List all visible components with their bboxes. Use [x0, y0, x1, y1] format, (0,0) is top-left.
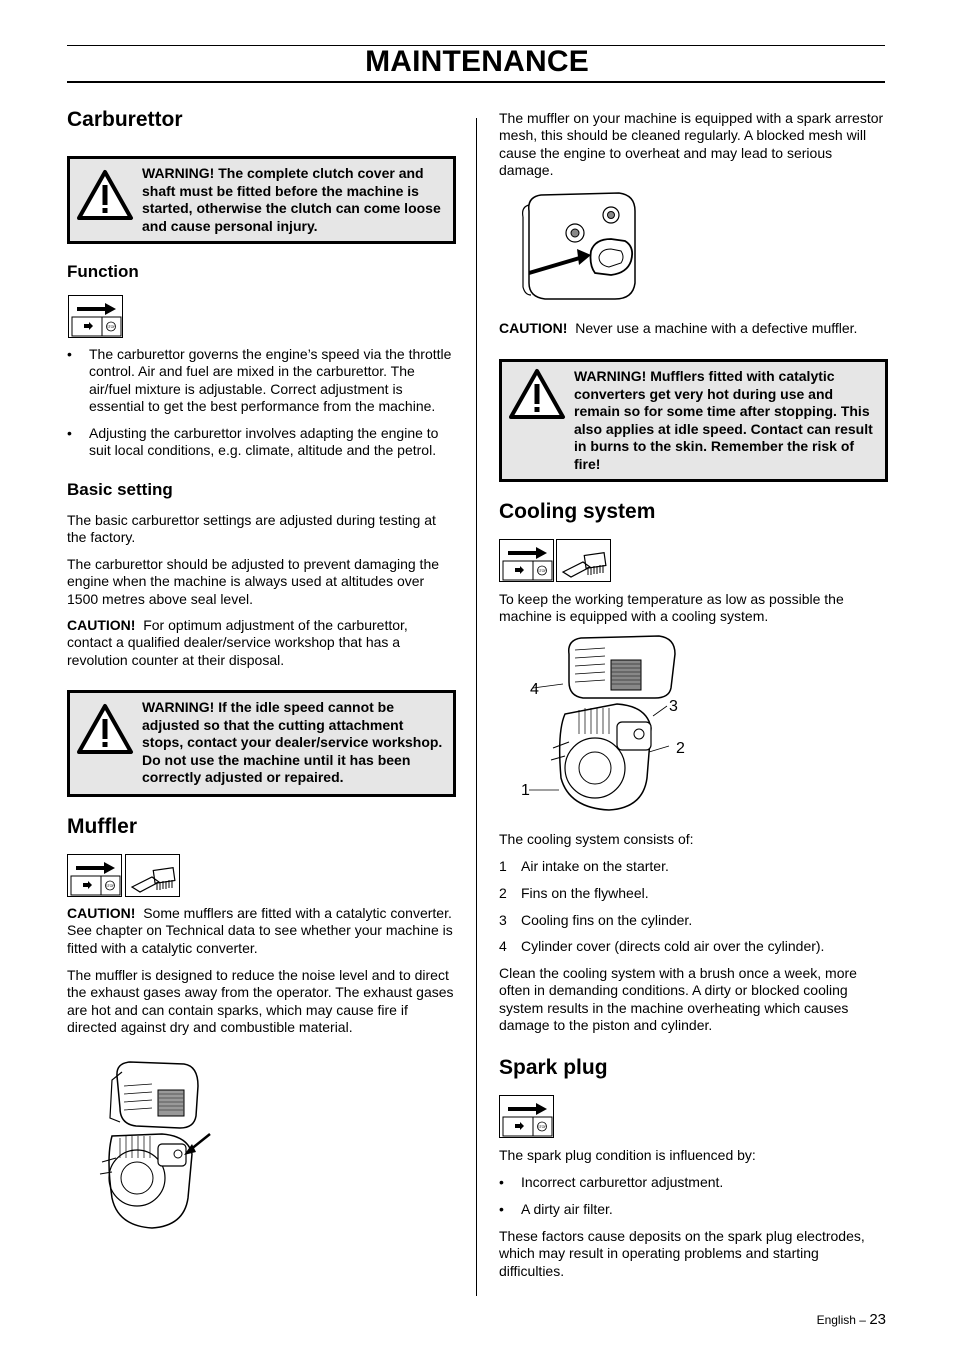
caution-paragraph	[67, 617, 455, 669]
paragraph: The cooling system consists of:	[499, 831, 694, 847]
warning-triangle-icon	[76, 703, 134, 755]
caution-text: Some mufflers are fitted with a catalytic converter. See chapter on Technical data to see whether your machine is fitted with a catalytic converter.	[67, 905, 453, 956]
stop-switch-icon	[499, 539, 554, 582]
spark-arrestor-muffler-illustration	[519, 187, 639, 303]
function-heading: Function	[67, 262, 139, 281]
list-item: 3 Cooling fins on the cylinder.	[499, 912, 693, 928]
page-number: 23	[869, 1311, 886, 1328]
list-item: 4 Cylinder cover (directs cold air over the cylinder).	[499, 938, 825, 954]
paragraph: The basic carburettor settings are adjusted during testing at the factory.	[67, 512, 436, 546]
list-item: • Adjusting the carburettor involves adapting the engine to suit local conditions, e.g. climate, altitude and the petrol.	[67, 425, 439, 459]
caution-label: CAUTION!	[67, 617, 136, 633]
warning-box-catalytic	[499, 359, 888, 482]
warning-text: WARNING! If the idle speed cannot be adjusted so that the cutting attachment stops, contact your dealer/service workshop. Do not use the machine until it has been correctly adjusted or repaired.	[142, 699, 443, 786]
caution-text: For optimum adjustment of the carburettor, contact a qualified dealer/service workshop that has a revolution counter at their disposal.	[67, 617, 408, 668]
muffler-heading: Muffler	[67, 815, 137, 838]
callout-label: 4	[530, 681, 539, 698]
warning-text: WARNING! The complete clutch cover and shaft must be fitted before the machine is started, otherwise the clutch can come loose and cause personal injury.	[142, 165, 441, 234]
svg-text:STOP: STOP	[105, 884, 115, 888]
warning-box-clutch	[67, 156, 456, 244]
warning-triangle-icon	[76, 169, 134, 221]
page-title: MAINTENANCE	[365, 45, 589, 78]
caution-label: CAUTION!	[67, 905, 136, 921]
right-column	[499, 0, 886, 1351]
stop-switch-icon	[499, 1095, 554, 1138]
paragraph: To keep the working temperature as low as possible the machine is equipped with a cooling system.	[499, 591, 844, 625]
list-item: • The carburettor governs the engine’s speed via the throttle control. Air and fuel are mixed in the carburettor. The air/fuel mixture is adjustable. Correct adjustment is essential to get the best performance from the machine.	[67, 346, 452, 415]
svg-text:STOP: STOP	[537, 1125, 547, 1129]
list-item: 1 Air intake on the starter.	[499, 858, 669, 874]
brush-icon	[556, 539, 611, 582]
callout-label: 3	[669, 698, 678, 715]
carburettor-heading: Carburettor	[67, 108, 183, 131]
engine-muffler-illustration	[92, 1058, 217, 1233]
caution-text: Never use a machine with a defective muffler.	[575, 320, 858, 336]
list-item: • Incorrect carburettor adjustment.	[499, 1174, 724, 1190]
stop-switch-icon	[68, 295, 123, 338]
cooling-system-heading: Cooling system	[499, 500, 656, 523]
column-divider	[476, 118, 477, 1296]
svg-text:STOP: STOP	[537, 569, 547, 573]
spark-plug-heading: Spark plug	[499, 1056, 608, 1079]
caution-label: CAUTION!	[499, 320, 568, 336]
warning-text: WARNING! Mufflers fitted with catalytic converters get very hot during use and remain so for some time after stopping. This also applies at idle speed. Contact can result in burns to the skin. Remember the risk of fire!	[574, 368, 873, 472]
svg-text:STOP: STOP	[106, 325, 116, 329]
caution-paragraph	[67, 905, 455, 957]
paragraph: The muffler on your machine is equipped with a spark arrestor mesh, this should be cleaned regularly. A blocked mesh will cause the engine to overheat and may lead to serious damage.	[499, 110, 884, 179]
caution-paragraph	[499, 320, 886, 337]
basic-setting-heading: Basic setting	[67, 480, 173, 499]
footer-separator: –	[859, 1313, 866, 1327]
paragraph: The spark plug condition is influenced by:	[499, 1147, 756, 1163]
stop-switch-icon	[67, 854, 122, 897]
paragraph: The muffler is designed to reduce the noise level and to direct the exhaust gases away from the operator. The exhaust gases are hot and can contain sparks, which may cause fire if directed against dry and combustible material.	[67, 967, 454, 1036]
callout-label: 1	[521, 782, 530, 799]
callout-label: 2	[676, 740, 685, 757]
paragraph: These factors cause deposits on the spark plug electrodes, which may result in operating problems and starting difficulties.	[499, 1228, 865, 1279]
warning-box-idle	[67, 690, 456, 797]
list-item: 2 Fins on the flywheel.	[499, 885, 649, 901]
paragraph: Clean the cooling system with a brush once a week, more often in demanding conditions. A dirty or blocked cooling system results in the machine overheating which causes damage to the piston and cylinder.	[499, 965, 857, 1034]
cooling-system-illustration	[519, 632, 694, 814]
paragraph: The carburettor should be adjusted to prevent damaging the engine when the machine is always used at altitudes over 1500 metres above seal level.	[67, 556, 440, 607]
list-item: • A dirty air filter.	[499, 1201, 613, 1217]
warning-triangle-icon	[508, 368, 566, 420]
footer-language: English	[816, 1313, 856, 1327]
page-footer	[817, 1311, 886, 1329]
brush-icon	[125, 854, 180, 897]
left-column	[67, 0, 455, 1351]
